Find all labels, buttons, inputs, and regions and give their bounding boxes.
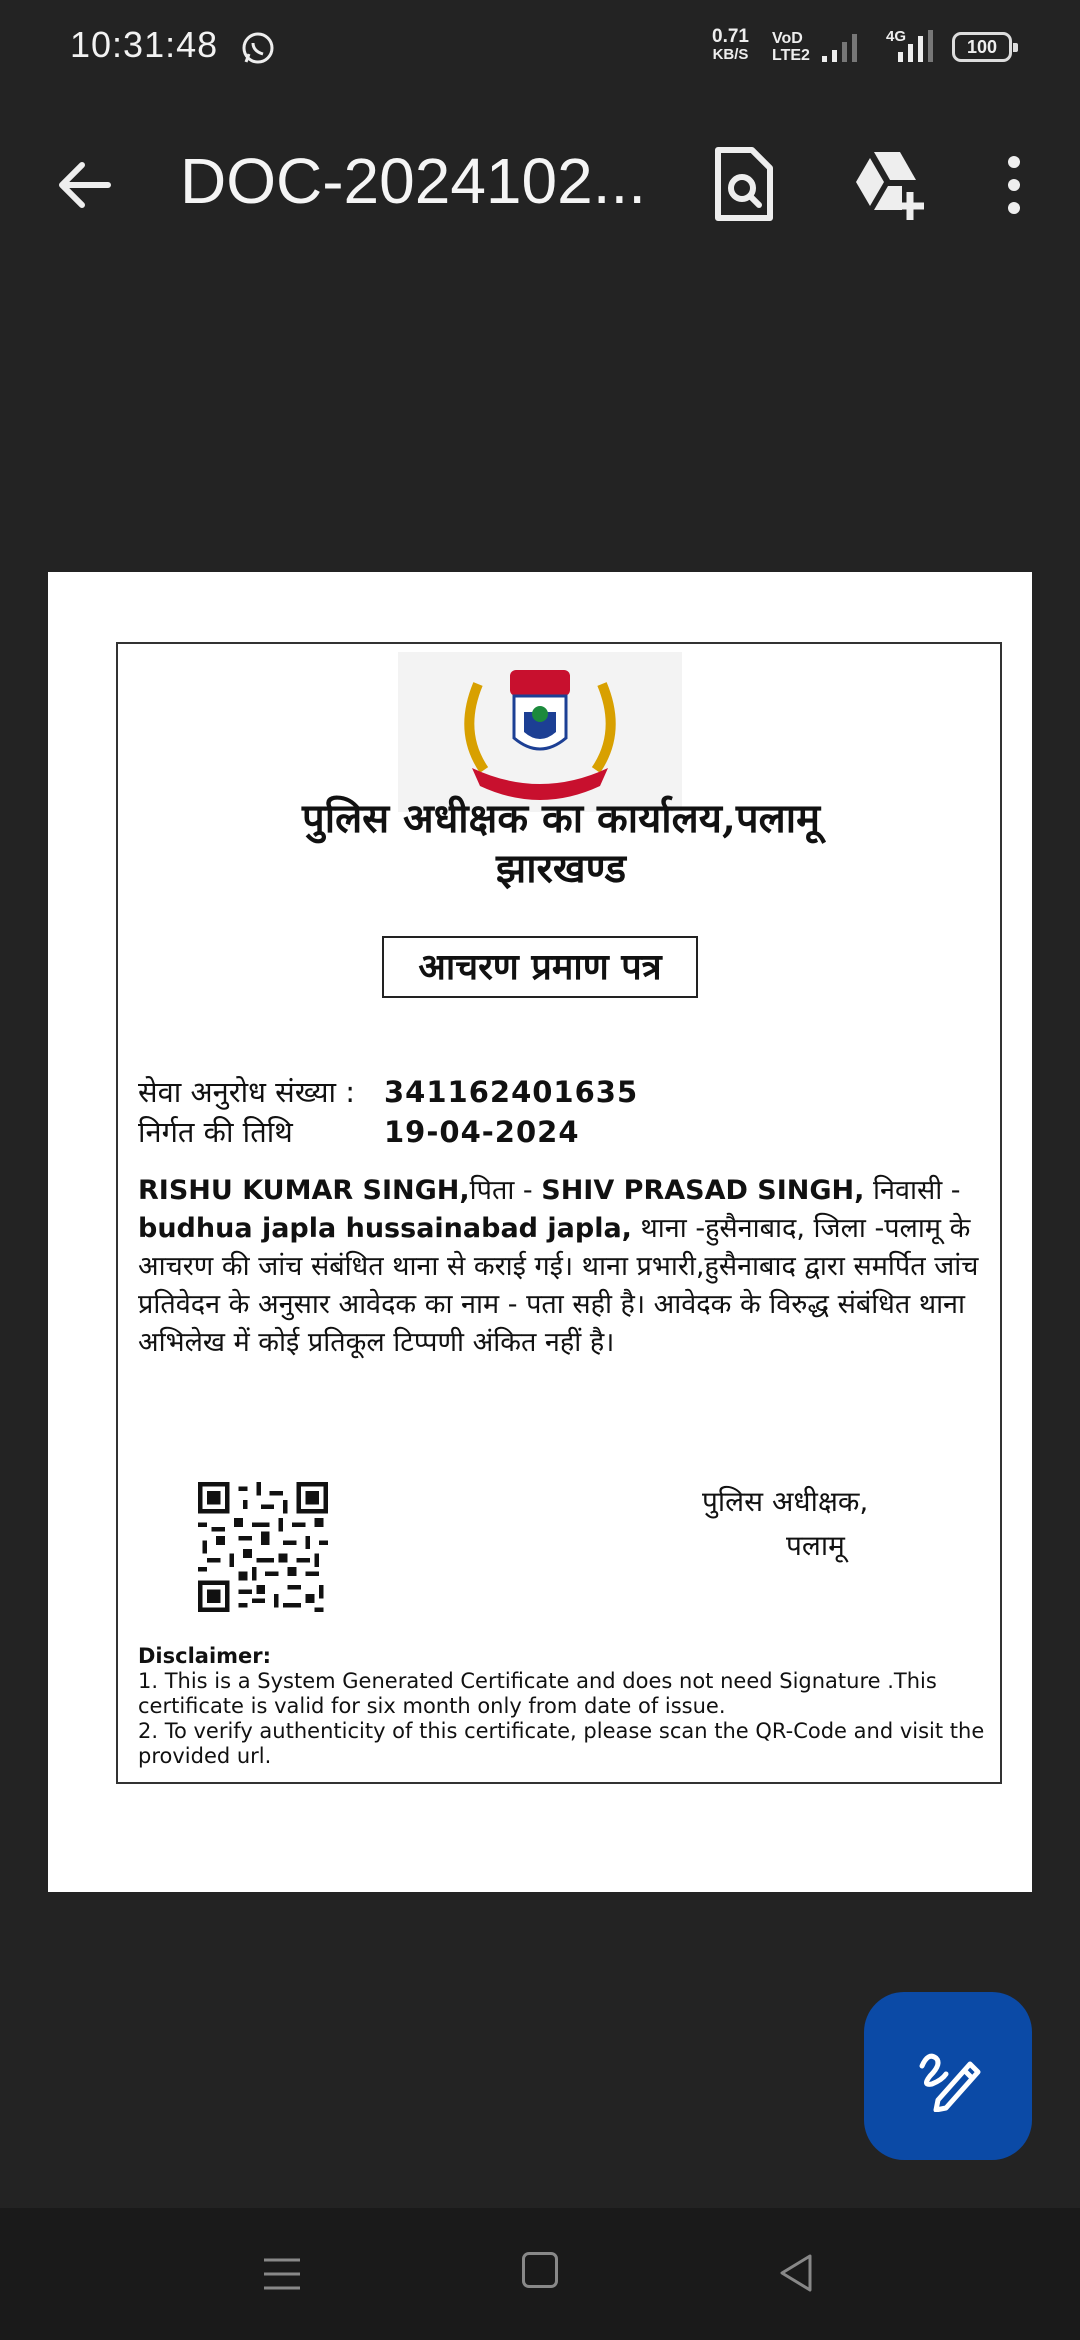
document-page[interactable] (48, 572, 1032, 1892)
network-type: 4G (886, 28, 907, 45)
network-speed (712, 28, 749, 64)
office-heading-line1: पुलिस अधीक्षक का कार्यालय,पलामू (301, 795, 821, 842)
certificate (116, 642, 1002, 1784)
back-arrow-icon[interactable] (50, 150, 120, 220)
whatsapp-icon (240, 30, 276, 66)
father-name: SHIV PRASAD SINGH, (541, 1175, 865, 1206)
more-options-icon[interactable] (1002, 152, 1026, 218)
certificate-body (138, 1172, 990, 1362)
issue-date-label: निर्गत की तिथि (138, 1115, 293, 1149)
system-navigation-bar (0, 2208, 1080, 2340)
status-time: 10:31:48 (70, 24, 219, 65)
jharkhand-police-logo (398, 652, 682, 812)
home-icon[interactable] (522, 2252, 558, 2288)
battery-indicator: 100 (952, 32, 1012, 62)
issue-date-row (138, 1112, 580, 1151)
document-search-icon[interactable] (712, 146, 776, 222)
pen-edit-icon (912, 2040, 984, 2112)
resident-label: निवासी - (864, 1175, 961, 1206)
request-number-label: सेवा अनुरोध संख्या : (138, 1075, 356, 1109)
volte-line2: LTE2 (772, 47, 810, 64)
disclaimer-title: Disclaimer: (138, 1644, 272, 1668)
app-bar (0, 110, 1080, 250)
disclaimer (138, 1644, 988, 1769)
volte-line1: VoD (772, 30, 803, 47)
network-speed-value: 0.71 (712, 26, 749, 47)
recent-apps-icon[interactable] (262, 2256, 302, 2292)
disclaimer-item-1: 1. This is a System Generated Certificate and does not need Signature .This certificate is valid for six month only from date of issue. (138, 1669, 937, 1718)
applicant-address: budhua japla hussainabad japla, (138, 1213, 632, 1244)
edit-annotate-button[interactable] (864, 1992, 1032, 2160)
signal-sim2-icon (884, 28, 936, 64)
qr-code (198, 1482, 328, 1612)
signatory-title: पुलिस अधीक्षक, (702, 1485, 869, 1518)
status-bar (0, 0, 1080, 96)
network-speed-unit: KB/S (712, 46, 749, 63)
certificate-title: आचरण प्रमाण पत्र (382, 936, 698, 998)
signatory-place: पलामू (786, 1529, 845, 1562)
applicant-name: RISHU KUMAR SINGH, (138, 1175, 470, 1206)
document-title: DOC-2024102... (180, 145, 647, 217)
add-to-drive-icon[interactable] (850, 148, 930, 222)
certificate-body-rest: थाना -हुसैनाबाद, जिला -पलामू के आचरण की जांच संबंधित थाना से कराई गई। थाना प्रभारी,हुसैनाबाद द्वारा समर्पित जांच प्रतिवेदन के अनुसार आवेदक का नाम - पता सही है। आवेदक के विरुद्ध संबंधित थाना अभिलेख में कोई प्रतिकूल टिप्पणी अंकित नहीं है। (138, 1213, 979, 1358)
issue-date-value: 19-04-2024 (384, 1115, 580, 1149)
office-heading-line2: झारखण्ड (495, 845, 627, 892)
volte-indicator (772, 30, 810, 64)
nav-back-icon[interactable] (776, 2252, 816, 2294)
signatory (702, 1480, 868, 1568)
request-number-value: 341162401635 (384, 1075, 639, 1109)
police-emblem (398, 652, 682, 812)
disclaimer-item-2: 2. To verify authenticity of this certificate, please scan the QR-Code and visit the provided url. (138, 1719, 985, 1768)
signal-sim1-icon (820, 32, 860, 64)
office-heading (118, 794, 1004, 894)
request-number-row (138, 1072, 638, 1111)
father-label: पिता - (469, 1175, 542, 1206)
